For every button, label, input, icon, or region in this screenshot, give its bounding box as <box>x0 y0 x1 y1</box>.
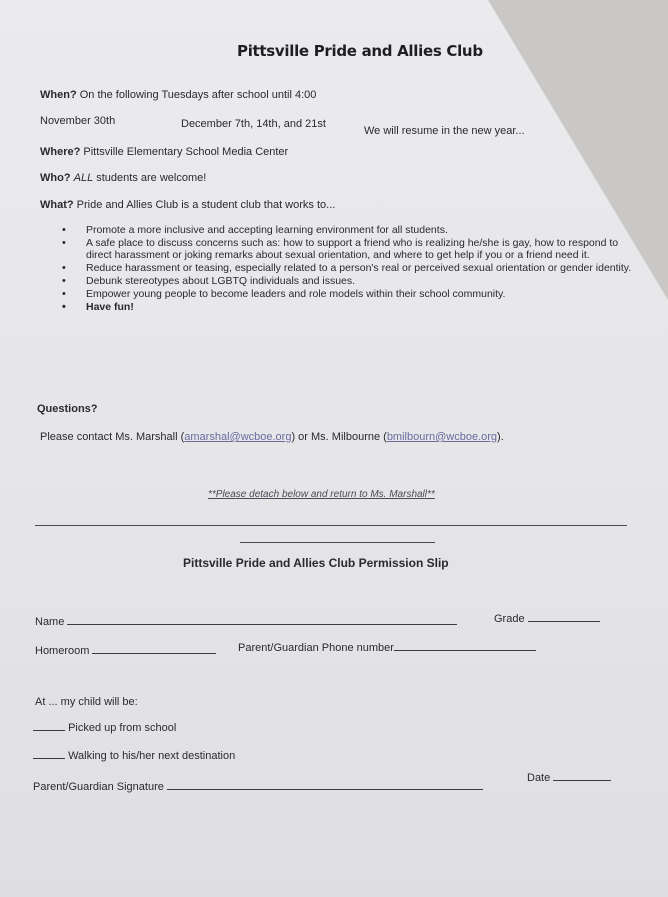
phone-field[interactable] <box>238 642 536 654</box>
who-text: students are welcome! <box>96 172 207 184</box>
phone-label: Parent/Guardian Phone number <box>238 642 394 654</box>
list-item: • Promote a more inclusive and accepting learning environment for all students. <box>62 224 448 236</box>
where-label: Where? <box>40 146 81 158</box>
detach-note: **Please detach below and return to Ms. Marshall** <box>208 489 435 500</box>
signature-blank[interactable] <box>167 789 483 790</box>
what-label: What? <box>40 199 74 211</box>
questions-label: Questions? <box>37 403 98 415</box>
name-blank[interactable] <box>67 624 457 625</box>
contact-line <box>40 431 504 443</box>
homeroom-label: Homeroom <box>35 645 90 657</box>
option-walking[interactable] <box>33 750 235 762</box>
list-item-text: Promote a more inclusive and accepting learning environment for all students. <box>86 224 448 236</box>
date-december: December 7th, 14th, and 21st <box>181 118 326 130</box>
list-item-text: Reduce harassment or teasing, especially related to a person's real or perceived sexual orientation or gender identity. <box>86 262 632 274</box>
homeroom-field[interactable] <box>35 645 216 657</box>
grade-field[interactable] <box>494 613 600 625</box>
phone-blank[interactable] <box>394 650 536 651</box>
grade-blank[interactable] <box>528 621 600 622</box>
goals-list <box>62 224 640 314</box>
list-item-text: Empower young people to become leaders and role models within their school community. <box>86 288 506 300</box>
resume-note: We will resume in the new year... <box>364 125 525 137</box>
email-link-marshall[interactable]: amarshal@wcboe.org <box>184 431 292 443</box>
when-label: When? <box>40 89 77 101</box>
list-item: • Debunk stereotypes about LGBTQ individuals and issues. <box>62 275 356 287</box>
homeroom-blank[interactable] <box>92 653 216 654</box>
short-divider <box>240 542 435 543</box>
grade-label: Grade <box>494 613 525 625</box>
list-item: • Reduce harassment or teasing, especially related to a person's real or perceived sexual orientation or gender identity. <box>62 262 632 274</box>
who-emphasis: ALL <box>73 172 94 184</box>
name-field[interactable] <box>35 616 457 628</box>
date-blank[interactable] <box>553 780 611 781</box>
option-pickup[interactable] <box>33 722 176 734</box>
where-text: Pittsville Elementary School Media Center <box>83 146 289 158</box>
list-item-text: Have fun! <box>86 301 134 313</box>
signature-field[interactable] <box>33 781 483 793</box>
contact-middle: ) or Ms. Milbourne ( <box>291 431 387 443</box>
name-label: Name <box>35 616 65 628</box>
date-november: November 30th <box>40 115 116 127</box>
list-item: • A safe place to discuss concerns such as: how to support a friend who is realizing he/she is gay, how to respond to direct harassment or joking remarks about sexual orientation, and where to get help if you or a friend need it. <box>62 237 619 261</box>
contact-suffix: ). <box>497 431 504 443</box>
email-link-milbourne[interactable]: bmilbourn@wcboe.org <box>386 431 498 443</box>
who-row <box>40 172 206 184</box>
list-item-text: Debunk stereotypes about LGBTQ individuals and issues. <box>86 275 356 287</box>
option-walking-blank[interactable] <box>33 758 65 759</box>
list-item-text: A safe place to discuss concerns such as: how to support a friend who is realizing he/she is gay, how to respond to direct harassment or joking remarks about sexual orientation, and where to get help if you or a friend need it. <box>86 237 619 261</box>
at-label: At ... my child will be: <box>35 696 138 708</box>
option-walking-label: Walking to his/her next destination <box>68 750 236 762</box>
when-row <box>40 89 316 101</box>
page-title: Pittsville Pride and Allies Club <box>237 42 483 60</box>
option-pickup-blank[interactable] <box>33 730 65 731</box>
list-item: • Empower young people to become leaders and role models within their school community. <box>62 288 506 300</box>
signature-label: Parent/Guardian Signature <box>33 781 164 793</box>
slip-title: Pittsville Pride and Allies Club Permission Slip <box>183 556 449 570</box>
date-label: Date <box>527 772 551 784</box>
list-item: • Have fun! <box>62 301 134 313</box>
date-field[interactable] <box>527 772 611 784</box>
what-row <box>40 199 335 211</box>
detach-line <box>35 525 627 526</box>
who-label: Who? <box>40 172 71 184</box>
option-pickup-label: Picked up from school <box>68 722 177 734</box>
contact-prefix: Please contact Ms. Marshall ( <box>40 431 185 443</box>
where-row <box>40 146 288 158</box>
when-text: On the following Tuesdays after school until 4:00 <box>79 89 317 101</box>
what-text: Pride and Allies Club is a student club that works to... <box>76 199 336 211</box>
